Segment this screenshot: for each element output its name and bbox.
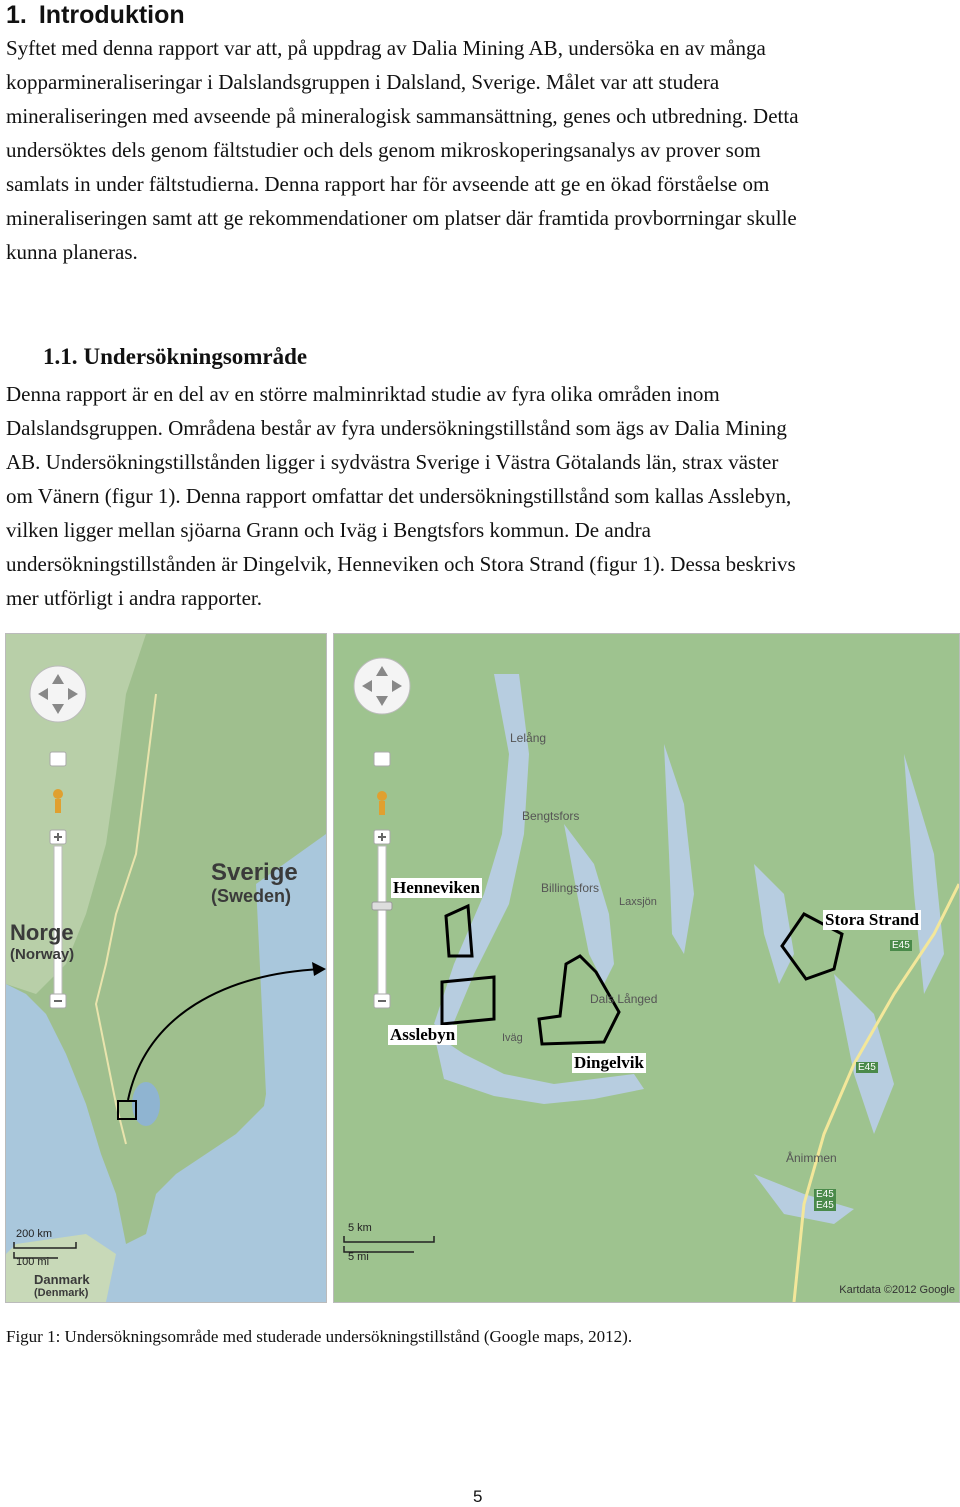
page-number: 5 — [473, 1487, 483, 1506]
label-norway-en: (Norway) — [10, 946, 75, 963]
label-danmark: Danmark — [34, 1272, 90, 1287]
detail-map — [333, 633, 960, 1303]
overview-map-graphic — [6, 634, 326, 1302]
label-denmark-en: (Denmark) — [34, 1287, 89, 1299]
text-line: mineraliseringen med avseende på mineralogisk sammansättning, genes och utbredning. Detta — [6, 104, 799, 128]
pegman-icon[interactable] — [377, 791, 387, 801]
text-line: AB. Undersökningstillstånden ligger i sydvästra Sverige i Västra Götalands län, strax väster — [6, 450, 779, 474]
annotation-dingelvik: Dingelvik — [574, 1053, 644, 1072]
pegman-body-icon — [55, 799, 61, 813]
zoom-slider-handle[interactable] — [372, 902, 392, 910]
annotation-stora-strand: Stora Strand — [825, 910, 919, 929]
road-label-e45: E45 — [816, 1189, 834, 1200]
text-line: vilken ligger mellan sjöarna Grann och Iväg i Bengtsfors kommun. De andra — [6, 518, 651, 542]
road-label-e45: E45 — [858, 1062, 876, 1073]
pegman-icon[interactable] — [53, 789, 63, 799]
text-line: om Vänern (figur 1). Denna rapport omfattar det undersökningstillstånd som kallas Asslebyn, — [6, 484, 792, 508]
text-line: mineraliseringen samt att ge rekommendationer om platser där framtida provborrningar skulle — [6, 206, 797, 230]
annotation-henneviken: Henneviken — [393, 878, 480, 897]
scale-km-right: 5 km — [348, 1222, 372, 1234]
label-sverige: Sverige — [211, 859, 298, 886]
text-line: undersökningstillstånden är Dingelvik, Henneviken och Stora Strand (figur 1). Dessa beskrivs — [6, 552, 796, 576]
place-animmen: Ånimmen — [786, 1151, 837, 1165]
subsection-heading — [43, 342, 307, 372]
section-number: 1. — [6, 1, 27, 29]
road-label-e45: E45 — [892, 940, 910, 951]
pegman-body-icon — [379, 801, 385, 815]
area-paragraph — [6, 377, 956, 615]
text-line: Denna rapport är en del av en större malminriktad studie av fyra olika områden inom — [6, 382, 720, 406]
zoom-reset-button[interactable] — [50, 752, 66, 766]
subsection-title: Undersökningsområde — [83, 344, 308, 369]
overview-map — [5, 633, 327, 1303]
annotation-asslebyn: Asslebyn — [390, 1025, 456, 1044]
text-line: Dalslandsgruppen. Områdena består av fyra undersökningstillstånd som ägs av Dalia Mining — [6, 416, 787, 440]
place-ivag: Iväg — [502, 1032, 523, 1044]
intro-paragraph — [6, 31, 956, 269]
text-line: kopparmineraliseringar i Dalslandsgruppen i Dalsland, Sverige. Målet var att studera — [6, 70, 720, 94]
text-line: undersöktes dels genom fältstudier och dels genom mikroskoperingsanalys av prover som — [6, 138, 761, 162]
zoom-slider-track[interactable] — [378, 846, 386, 996]
text-line: samlats in under fältstudierna. Denna rapport har för avseende att ge en ökad förståelse om — [6, 172, 770, 196]
terrain-background — [334, 634, 959, 1302]
scale-mi-right: 5 mi — [348, 1251, 369, 1263]
section-heading — [6, 0, 185, 30]
text-line: kunna planeras. — [6, 240, 138, 264]
place-laxsjon: Laxsjön — [619, 896, 657, 908]
place-bengtsfors: Bengtsfors — [522, 809, 580, 823]
place-lelang: Lelång — [510, 731, 547, 745]
subsection-number: 1.1. — [43, 344, 78, 369]
label-norge: Norge — [10, 920, 74, 945]
place-billingsfors: Billingsfors — [541, 881, 600, 895]
scale-mi-left: 100 mi — [16, 1256, 50, 1268]
label-sweden-en: (Sweden) — [211, 886, 292, 906]
map-attribution: Kartdata ©2012 Google — [839, 1284, 955, 1296]
place-dals-langed: Dals Långed — [590, 992, 658, 1006]
text-line: Syftet med denna rapport var att, på uppdrag av Dalia Mining AB, undersöka en av många — [6, 36, 766, 60]
zoom-reset-button[interactable] — [374, 752, 390, 766]
road-label-e45: E45 — [816, 1200, 834, 1211]
scale-km-left: 200 km — [16, 1228, 53, 1240]
detail-map-graphic — [334, 634, 959, 1302]
text-line: mer utförligt i andra rapporter. — [6, 586, 262, 610]
section-title: Introduktion — [38, 1, 185, 29]
figure-caption: Figur 1: Undersökningsområde med studerade undersökningstillstånd (Google maps, 2012). — [6, 1327, 633, 1346]
